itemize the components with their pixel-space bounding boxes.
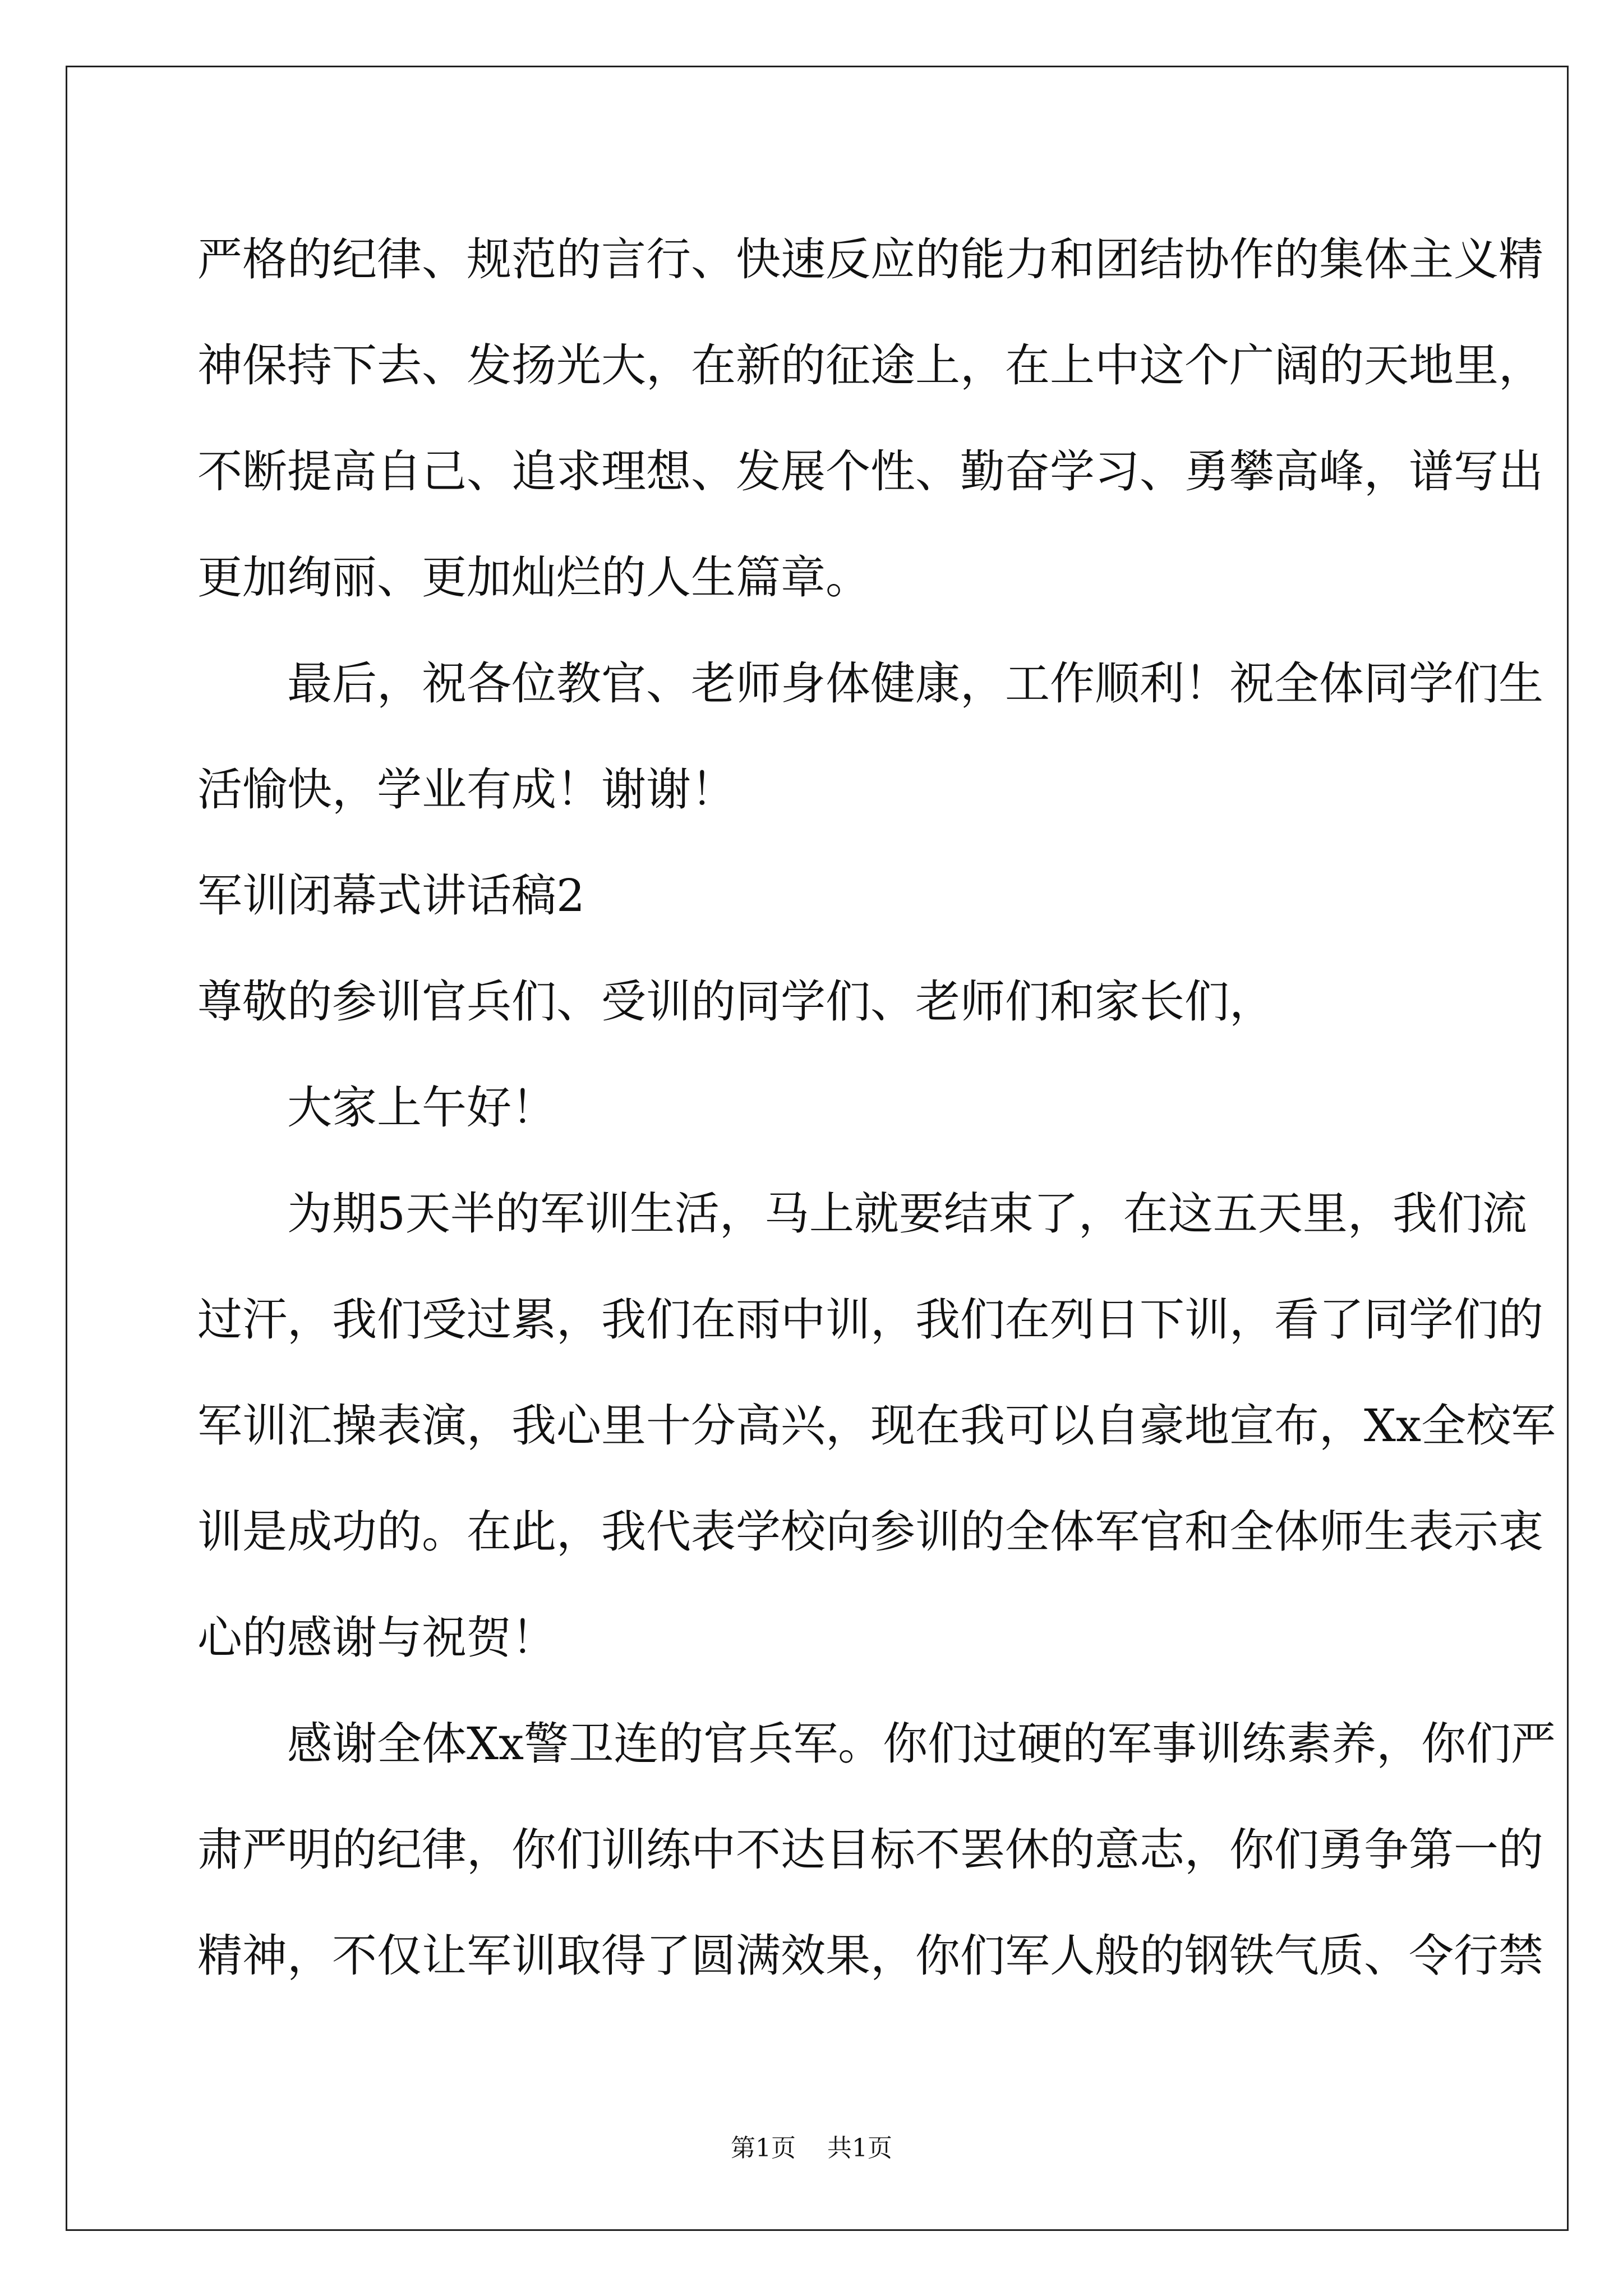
page-number: 第1页 <box>731 2134 796 2162</box>
page-footer <box>0 2132 1623 2165</box>
greeting: 大家上午好！ <box>287 1082 556 1134</box>
text-line: 军训汇操表演，我心里十分高兴，现在我可以自豪地宣布，Xx全校军 <box>197 1400 1556 1452</box>
text-line: 肃严明的纪律，你们训练中不达目标不罢休的意志，你们勇争第一的 <box>197 1824 1543 1876</box>
text-line: 活愉快，学业有成！谢谢！ <box>197 763 736 816</box>
text-line: 严格的纪律、规范的言行、快速反应的能力和团结协作的集体主义精 <box>197 233 1543 286</box>
page-total: 共1页 <box>827 2134 892 2162</box>
text-line: 心的感谢与祝贺！ <box>197 1612 556 1664</box>
text-line: 精神，不仅让军训取得了圆满效果，你们军人般的钢铁气质、令行禁 <box>197 1930 1543 1982</box>
text-line: 最后，祝各位教官、老师身体健康，工作顺利！祝全体同学们生 <box>287 657 1543 710</box>
salutation: 尊敬的参训官兵们、受训的同学们、老师们和家长们， <box>197 976 1274 1028</box>
section-title: 军训闭幕式讲话稿2 <box>197 869 585 922</box>
text-line: 为期5天半的军训生活，马上就要结束了，在这五天里，我们流 <box>287 1188 1527 1240</box>
text-line: 神保持下去、发扬光大，在新的征途上，在上中这个广阔的天地里， <box>197 339 1543 392</box>
text-line: 不断提高自己、追求理想、发展个性、勤奋学习、勇攀高峰，谱写出 <box>197 445 1543 498</box>
document-body <box>197 206 1556 2009</box>
text-line: 过汗，我们受过累，我们在雨中训，我们在列日下训，看了同学们的 <box>197 1294 1543 1346</box>
text-line: 感谢全体Xx警卫连的官兵军。你们过硬的军事训练素养，你们严 <box>287 1718 1556 1770</box>
text-line: 更加绚丽、更加灿烂的人生篇章。 <box>197 551 870 604</box>
text-line: 训是成功的。在此，我代表学校向参训的全体军官和全体师生表示衷 <box>197 1506 1543 1558</box>
